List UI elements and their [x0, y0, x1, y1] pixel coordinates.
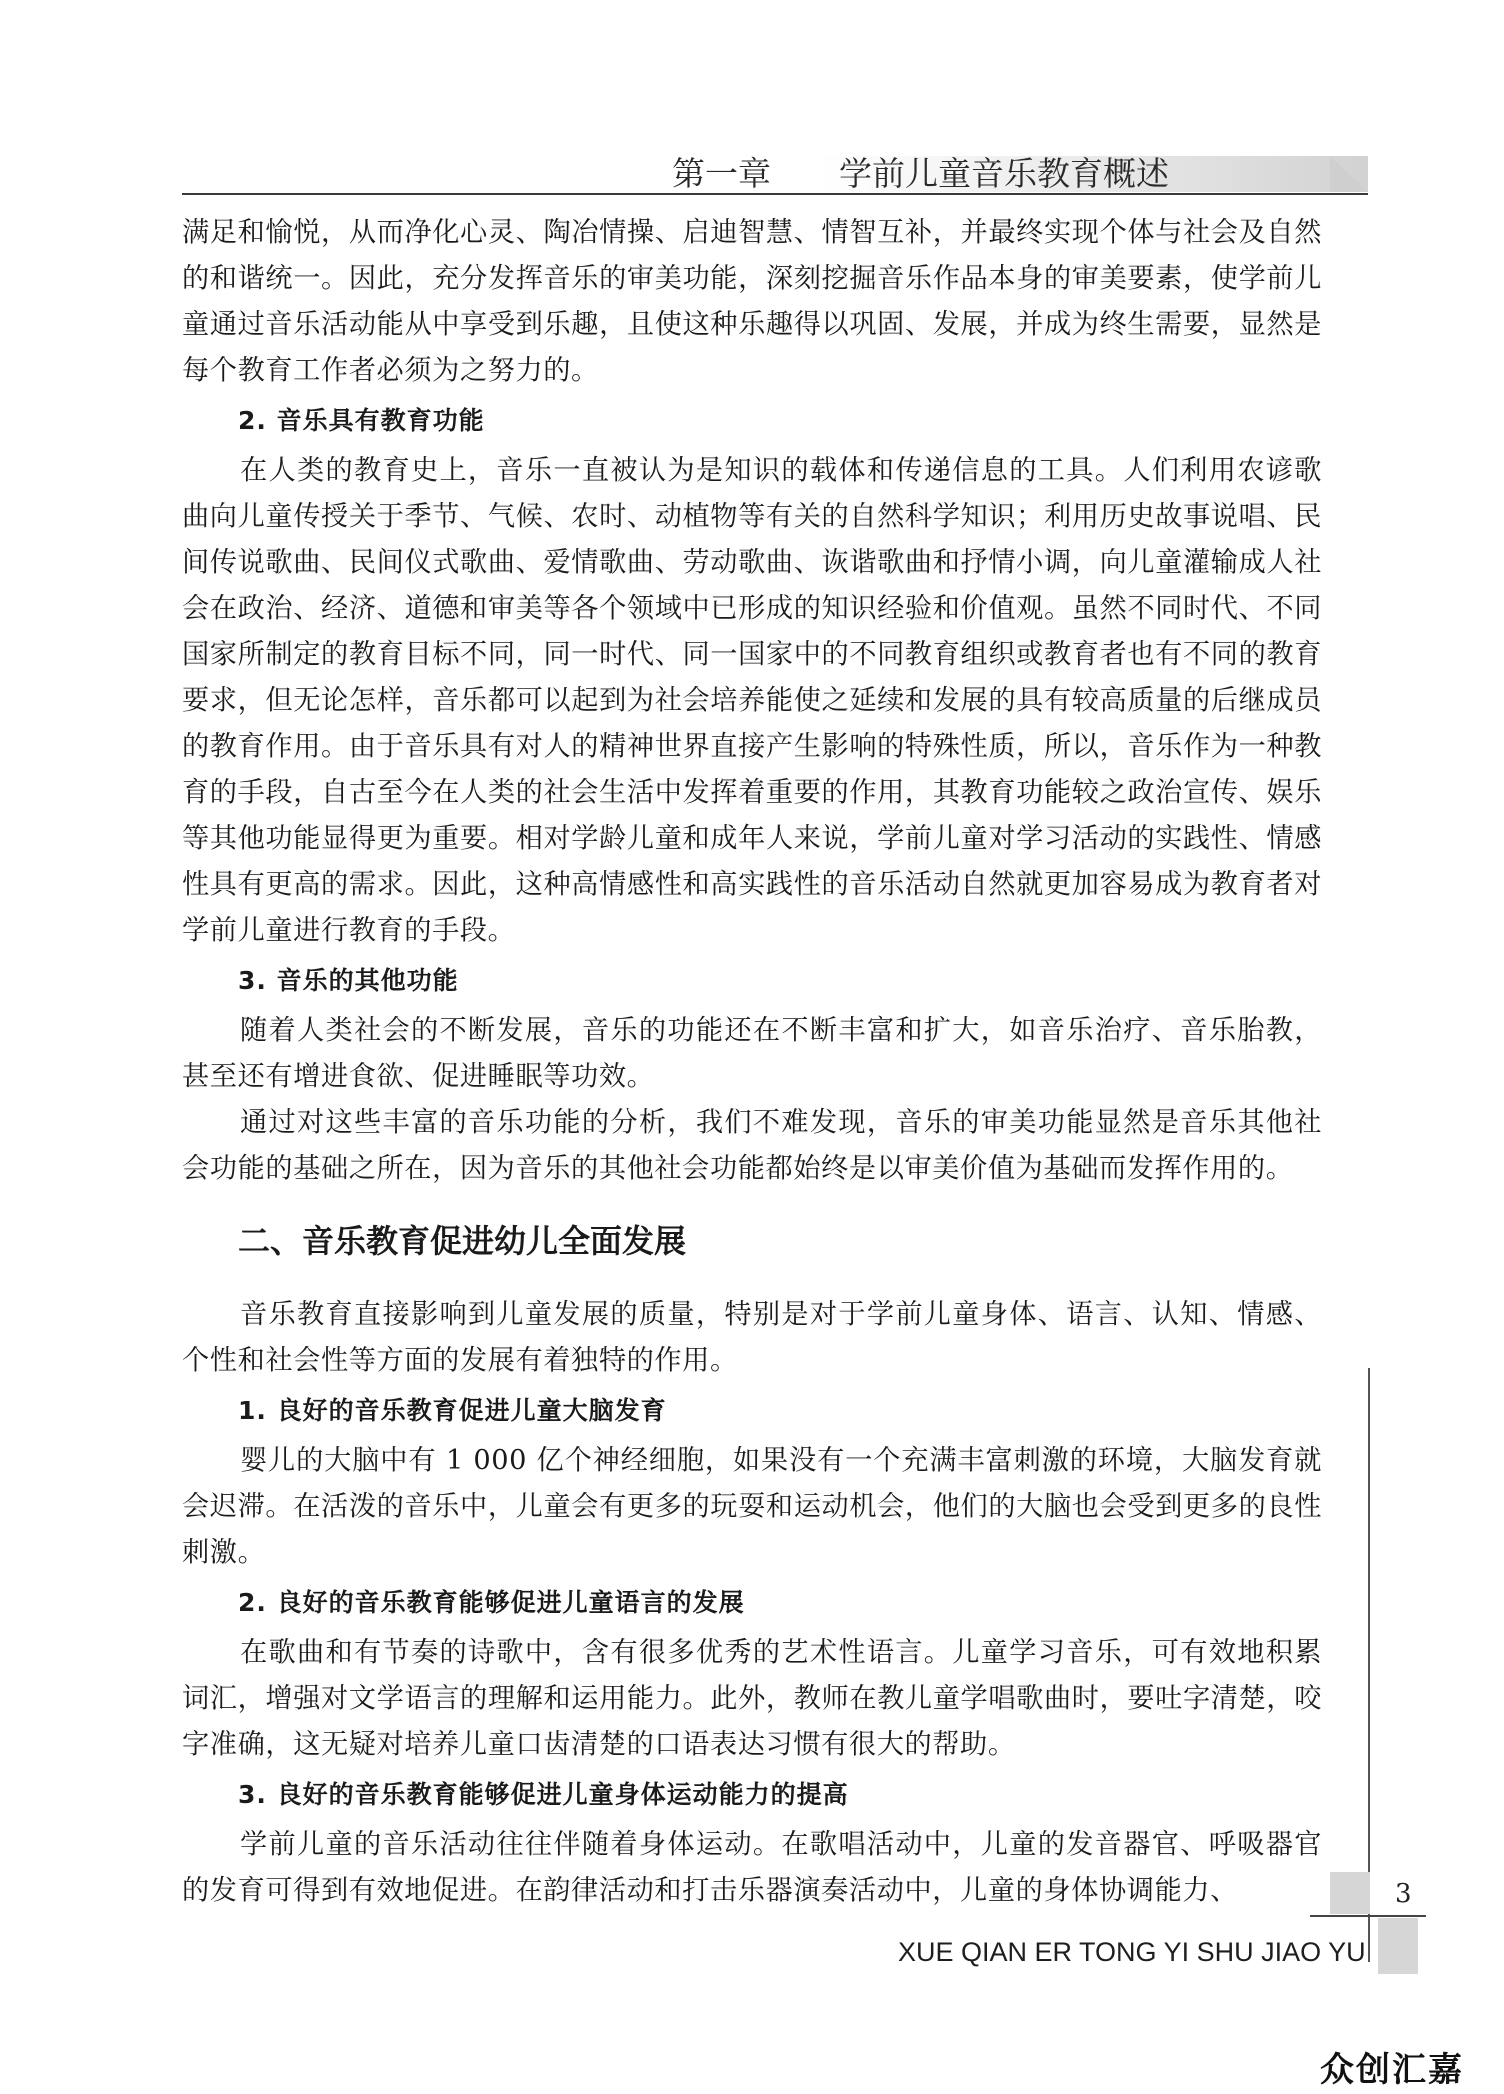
page-body	[182, 210, 1322, 1914]
chapter-title: 学前儿童音乐教育概述	[839, 154, 1169, 193]
subheading-education-function: 2. 音乐具有教育功能	[238, 406, 485, 435]
running-header	[672, 154, 1169, 194]
paragraph: 音乐教育直接影响到儿童发展的质量，特别是对于学前儿童身体、语言、认知、情感、个性和社会性等方面的发展有着独特的作用。	[182, 1299, 1322, 1376]
footer-series-title: XUE QIAN ER TONG YI SHU JIAO YU	[898, 1937, 1366, 1967]
paragraph: 通过对这些丰富的音乐功能的分析，我们不难发现，音乐的审美功能显然是音乐其他社会功能的基础之所在，因为音乐的其他社会功能都始终是以审美价值为基础而发挥作用的。	[182, 1107, 1322, 1184]
paragraph: 在人类的教育史上，音乐一直被认为是知识的载体和传递信息的工具。人们利用农谚歌曲向儿童传授关于季节、气候、农时、动植物等有关的自然科学知识；利用历史故事说唱、民间传说歌曲、民间仪式歌曲、爱情歌曲、劳动歌曲、诙谐歌曲和抒情小调，向儿童灌输成人社会在政治、经济、道德和审美等各个领域中已形成的知识经验和价值观。虽然不同时代、不同国家所制定的教育目标不同，同一时代、同一国家中的不同教育组织或教育者也有不同的教育要求，但无论怎样，音乐都可以起到为社会培养能使之延续和发展的具有较高质量的后继成员的教育作用。由于音乐具有对人的精神世界直接产生影响的特殊性质，所以，音乐作为一种教育的手段，自古至今在人类的社会生活中发挥着重要的作用，其教育功能较之政治宣传、娱乐等其他功能显得更为重要。相对学龄儿童和成年人来说，学前儿童对学习活动的实践性、情感性具有更高的需求。因此，这种高情感性和高实践性的音乐活动自然就更加容易成为教育者对学前儿童进行教育的手段。	[182, 455, 1322, 946]
subheading-other-functions: 3. 音乐的其他功能	[238, 966, 459, 995]
paragraph: 学前儿童的音乐活动往往伴随着身体运动。在歌唱活动中，儿童的发音器官、呼吸器官的发育可得到有效地促进。在韵律活动和打击乐器演奏活动中，儿童的身体协调能力、	[182, 1829, 1322, 1906]
subheading-language: 2. 良好的音乐教育能够促进儿童语言的发展	[238, 1588, 745, 1617]
section-heading: 二、音乐教育促进幼儿全面发展	[238, 1222, 687, 1260]
subheading-body-movement: 3. 良好的音乐教育能够促进儿童身体运动能力的提高	[238, 1780, 849, 1809]
paragraph: 在歌曲和有节奏的诗歌中，含有很多优秀的艺术性语言。儿童学习音乐，可有效地积累词汇，增强对文学语言的理解和运用能力。此外，教师在教儿童学唱歌曲时，要吐字清楚，咬字准确，这无疑对培养儿童口齿清楚的口语表达习惯有很大的帮助。	[182, 1637, 1322, 1760]
header-corner-triangle	[1330, 156, 1368, 192]
subheading-brain: 1. 良好的音乐教育促进儿童大脑发育	[238, 1396, 667, 1425]
paragraph: 随着人类社会的不断发展，音乐的功能还在不断丰富和扩大，如音乐治疗、音乐胎教，甚至还有增进食欲、促进睡眠等功效。	[182, 1015, 1322, 1092]
watermark-logo: 众创汇嘉	[1320, 2050, 1464, 2090]
chapter-number: 第一章	[672, 154, 771, 193]
paragraph: 满足和愉悦，从而净化心灵、陶冶情操、启迪智慧、情智互补，并最终实现个体与社会及自然的和谐统一。因此，充分发挥音乐的审美功能，深刻挖掘音乐作品本身的审美要素，使学前儿童通过音乐活动能从中享受到乐趣，且使这种乐趣得以巩固、发展，并成为终生需要，显然是每个教育工作者必须为之努力的。	[182, 217, 1322, 386]
footer-grey-block	[1330, 1872, 1370, 1914]
header-rule	[182, 193, 1368, 195]
paragraph: 婴儿的大脑中有 1 000 亿个神经细胞，如果没有一个充满丰富刺激的环境，大脑发育就会迟滞。在活泼的音乐中，儿童会有更多的玩耍和运动机会，他们的大脑也会受到更多的良性刺激。	[182, 1445, 1322, 1568]
page-number: 3	[1395, 1879, 1412, 1909]
footer-rule	[1310, 1915, 1426, 1917]
footer-grey-block	[1378, 1918, 1418, 1974]
